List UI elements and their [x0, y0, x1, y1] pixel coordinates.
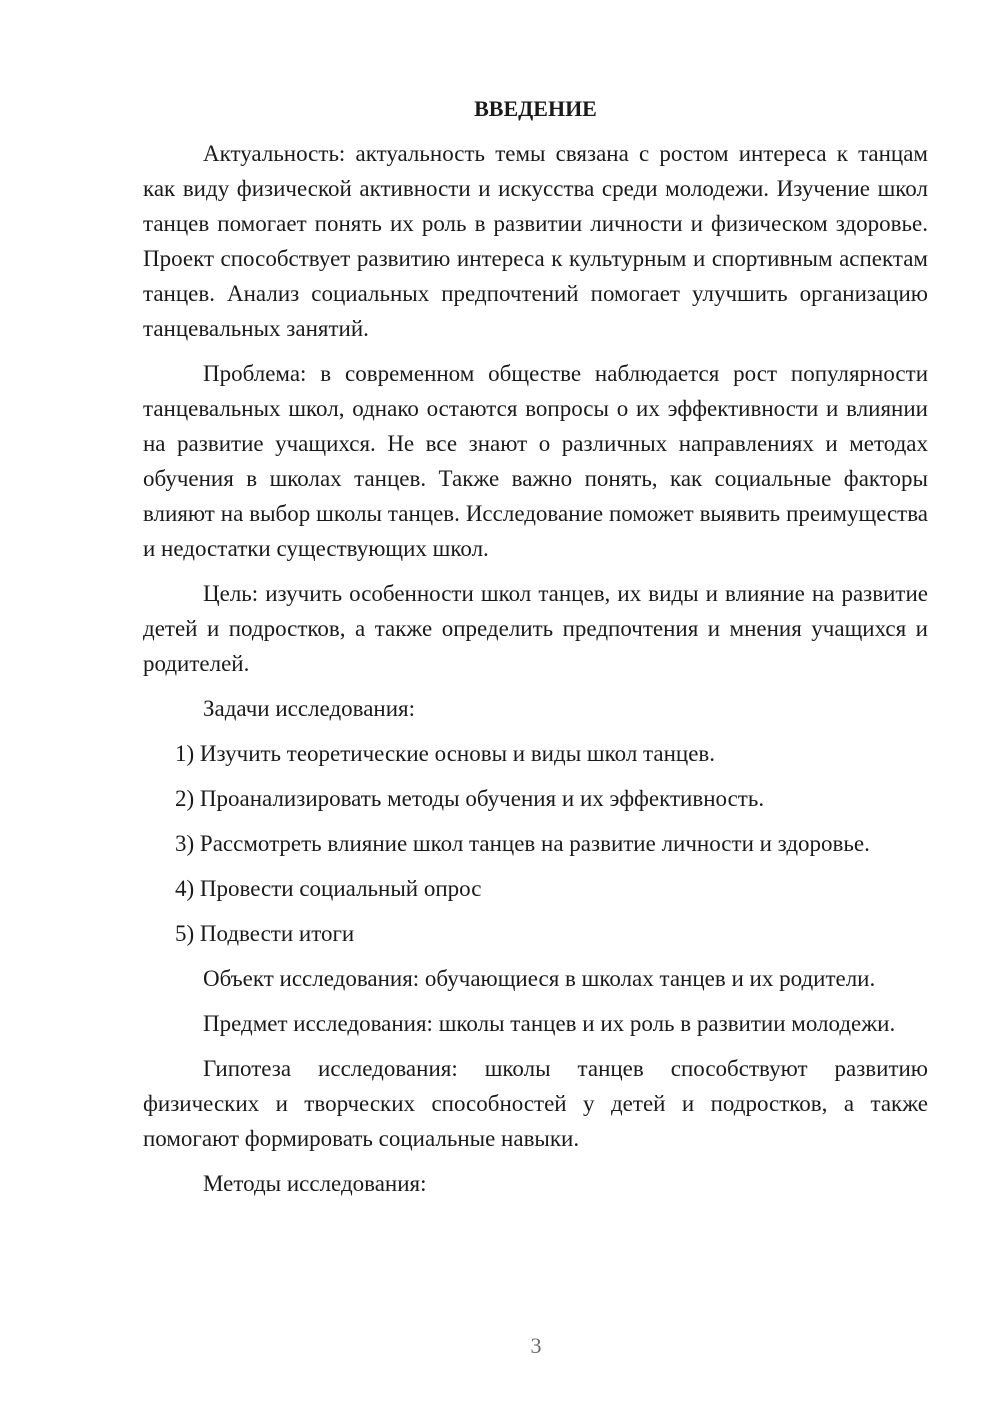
- research-subject: Предмет исследования: школы танцев и их роль в развитии молодежи.: [203, 1011, 896, 1036]
- section-title: ВВЕДЕНИЕ: [474, 96, 597, 121]
- page-number: 3: [530, 1333, 542, 1358]
- document-page: [143, 92, 928, 1211]
- paragraph-problem: Проблема: в современном обществе наблюдается рост популярности танцевальных школ, однако остаются вопросы о их эффективности и влиянии на развитие учащихся. Не все знают о различных направлениях и методах обучения в школах танцев. Также важно понять, как социальные факторы влияют на выбор школы танцев. Исследование поможет выявить преимущества и недостатки существующих школ.: [143, 361, 928, 561]
- task-item: 2) Проанализировать методы обучения и их эффективность.: [175, 786, 765, 811]
- tasks-heading: Задачи исследования:: [203, 696, 416, 721]
- paragraph-relevance: Актуальность: актуальность темы связана с ростом интереса к танцам как виду физической активности и искусства среди молодежи. Изучение школ танцев помогает понять их роль в развитии личности и физическом здоровье. Проект способствует развитию интереса к культурным и спортивным аспектам танцев. Анализ социальных предпочтений помогает улучшить организацию танцевальных занятий.: [143, 141, 928, 341]
- research-hypothesis: Гипотеза исследования: школы танцев способствуют развитию физических и творческих способностей у детей и подростков, а также помогают формировать социальные навыки.: [143, 1056, 928, 1151]
- task-item: 3) Рассмотреть влияние школ танцев на развитие личности и здоровье.: [175, 831, 870, 856]
- tasks-list: [143, 736, 928, 951]
- methods-heading: Методы исследования:: [203, 1171, 427, 1196]
- task-item: 1) Изучить теоретические основы и виды школ танцев.: [175, 741, 716, 766]
- task-item: 5) Подвести итоги: [175, 921, 355, 946]
- paragraph-goal: Цель: изучить особенности школ танцев, их виды и влияние на развитие детей и подростков, а также определить предпочтения и мнения учащихся и родителей.: [143, 581, 928, 676]
- research-object: Объект исследования: обучающиеся в школах танцев и их родители.: [203, 966, 876, 991]
- task-item: 4) Провести социальный опрос: [175, 876, 482, 901]
